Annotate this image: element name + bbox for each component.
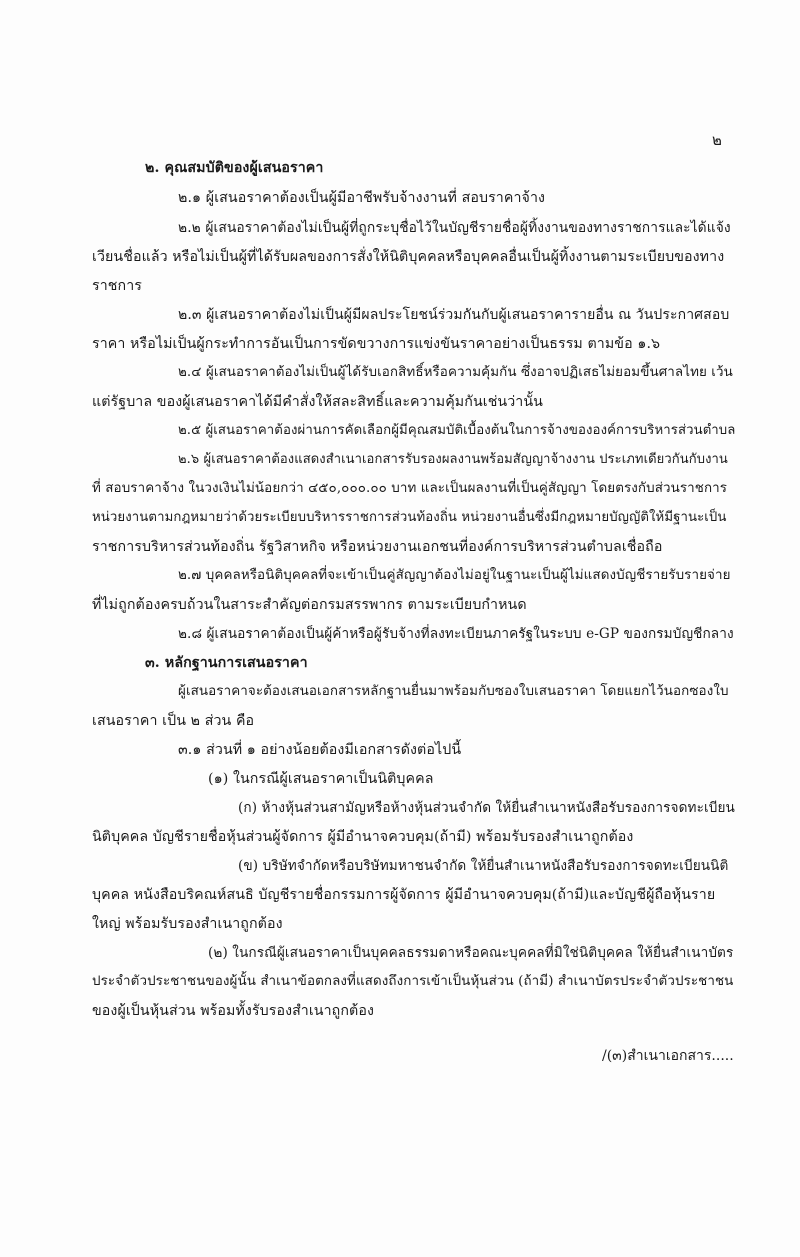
clause-3-1-1-a-line-2: นิติบุคคล บัญชีรายชื่อหุ้นส่วนผู้จัดการ ผู้มีอำนาจควบคุม(ถ้ามี) พร้อมรับรองสำเนาถูกต้อง xyxy=(92,829,634,845)
clause-2-1: ๒.๑ ผู้เสนอราคาต้องเป็นผู้มีอาชีพรับจ้างงานที่ สอบราคาจ้าง xyxy=(178,190,546,206)
clause-2-8: ๒.๘ ผู้เสนอราคาต้องเป็นผู้ค้าหรือผู้รับจ้างที่ลงทะเบียนภาครัฐในระบบ e-GP ของกรมบัญชีกลาง xyxy=(178,626,734,642)
clause-2-6-line-4: ราชการบริหารส่วนท้องถิ่น รัฐวิสาหกิจ หรือหน่วยงานเอกชนที่องค์การบริหารส่วนตำบลเชื่อถือ xyxy=(92,539,663,555)
clause-2-2-line-2: เวียนชื่อแล้ว หรือไม่เป็นผู้ที่ได้รับผลของการสั่งให้นิติบุคคลหรือบุคคลอื่นเป็นผู้ทิ้งงานตามระเบียบของทาง xyxy=(92,249,725,265)
clause-2-7-line-1: ๒.๗ บุคคลหรือนิติบุคคลที่จะเข้าเป็นคู่สัญญาต้องไม่อยู่ในฐานะเป็นผู้ไม่แสดงบัญชีรายรับรายจ่าย xyxy=(178,568,731,583)
clause-2-3-line-2: ราคา หรือไม่เป็นผู้กระทำการอันเป็นการขัดขวางการแข่งขันราคาอย่างเป็นธรรม ตามข้อ ๑.๖ xyxy=(92,336,661,352)
clause-3-1-1-b-line-2: บุคคล หนังสือบริคณห์สนธิ บัญชีรายชื่อกรรมการผู้จัดการ ผู้มีอำนาจควบคุม(ถ้ามี)และบัญชีผู้ถือหุ้นราย xyxy=(92,887,716,903)
clause-3-1-1: (๑) ในกรณีผู้เสนอราคาเป็นนิติบุคคล xyxy=(208,771,434,787)
page-number: ๒ xyxy=(712,131,722,149)
clause-2-6-line-2: ที่ สอบราคาจ้าง ในวงเงินไม่น้อยกว่า ๔๕๐,๐๐๐.๐๐ บาท และเป็นผลงานที่เป็นคู่สัญญา โดยตรงกับส่วนราชการ xyxy=(92,481,728,496)
clause-3-1: ๓.๑ ส่วนที่ ๑ อย่างน้อยต้องมีเอกสารดังต่อไปนี้ xyxy=(178,742,462,758)
section-3-intro-line-2: เสนอราคา เป็น ๒ ส่วน คือ xyxy=(92,713,255,729)
clause-3-1-1-b-line-3: ใหญ่ พร้อมรับรองสำเนาถูกต้อง xyxy=(92,916,283,932)
clause-3-1-2-line-1: (๒) ในกรณีผู้เสนอราคาเป็นบุคคลธรรมดาหรือคณะบุคคลที่มิใช่นิติบุคคล ให้ยื่นสำเนาบัตร xyxy=(208,945,734,961)
clause-3-1-2-line-3: ของผู้เป็นหุ้นส่วน พร้อมทั้งรับรองสำเนาถูกต้อง xyxy=(92,1003,374,1019)
clause-2-7-line-2: ที่ไม่ถูกต้องครบถ้วนในสาระสำคัญต่อกรมสรรพากร ตามระเบียบกำหนด xyxy=(92,597,527,613)
clause-2-6-line-1: ๒.๖ ผู้เสนอราคาต้องแสดงสำเนาเอกสารรับรองผลงานพร้อมสัญญาจ้างงาน ประเภทเดียวกันกับงาน xyxy=(178,452,728,467)
section-3-intro-line-1: ผู้เสนอราคาจะต้องเสนอเอกสารหลักฐานยื่นมาพร้อมกับซองใบเสนอราคา โดยแยกไว้นอกซองใบ xyxy=(178,684,729,699)
clause-3-1-1-a-line-1: (ก) ห้างหุ้นส่วนสามัญหรือห้างหุ้นส่วนจำกัด ให้ยื่นสำเนาหนังสือรับรองการจดทะเบียน xyxy=(238,800,735,816)
clause-2-2-line-3: ราชการ xyxy=(92,278,142,294)
continuation-note: /(๓)สำเนาเอกสาร..... xyxy=(602,1048,734,1064)
clause-2-6-line-3: หน่วยงานตามกฎหมายว่าด้วยระเบียบบริหารราชการส่วนท้องถิ่น หน่วยงานอื่นซึ่งมีกฎหมายบัญญัติให้มีฐานะเป็น xyxy=(92,510,727,525)
section-3-heading: ๓. หลักฐานการเสนอราคา xyxy=(145,655,308,671)
clause-2-2-line-1: ๒.๒ ผู้เสนอราคาต้องไม่เป็นผู้ที่ถูกระบุชื่อไว้ในบัญชีรายชื่อผู้ทิ้งงานของทางราชการและได้แจ้ง xyxy=(178,220,731,236)
section-2-heading: ๒. คุณสมบัติของผู้เสนอราคา xyxy=(145,160,324,176)
clause-2-4-line-1: ๒.๔ ผู้เสนอราคาต้องไม่เป็นผู้ได้รับเอกสิทธิ์หรือความคุ้มกัน ซึ่งอาจปฏิเสธไม่ยอมขึ้นศาลไทย เว้น xyxy=(178,365,733,380)
clause-2-5: ๒.๕ ผู้เสนอราคาต้องผ่านการคัดเลือกผู้มีคุณสมบัติเบื้องต้นในการจ้างขององค์การบริหารส่วนตำบล xyxy=(178,423,736,438)
clause-2-3-line-1: ๒.๓ ผู้เสนอราคาต้องไม่เป็นผู้มีผลประโยชน์ร่วมกันกับผู้เสนอราคารายอื่น ณ วันประกาศสอบ xyxy=(178,307,730,323)
clause-2-4-line-2: แต่รัฐบาล ของผู้เสนอราคาได้มีคำสั่งให้สละสิทธิ์และความคุ้มกันเช่นว่านั้น xyxy=(92,394,543,410)
clause-3-1-2-line-2: ประจำตัวประชาชนของผู้นั้น สำเนาข้อตกลงที่แสดงถึงการเข้าเป็นหุ้นส่วน (ถ้ามี) สำเนาบัตรประจำตัวประชาชน xyxy=(92,974,734,989)
clause-3-1-1-b-line-1: (ข) บริษัทจำกัดหรือบริษัทมหาชนจำกัด ให้ยื่นสำเนาหนังสือรับรองการจดทะเบียนนิติ xyxy=(238,858,729,874)
